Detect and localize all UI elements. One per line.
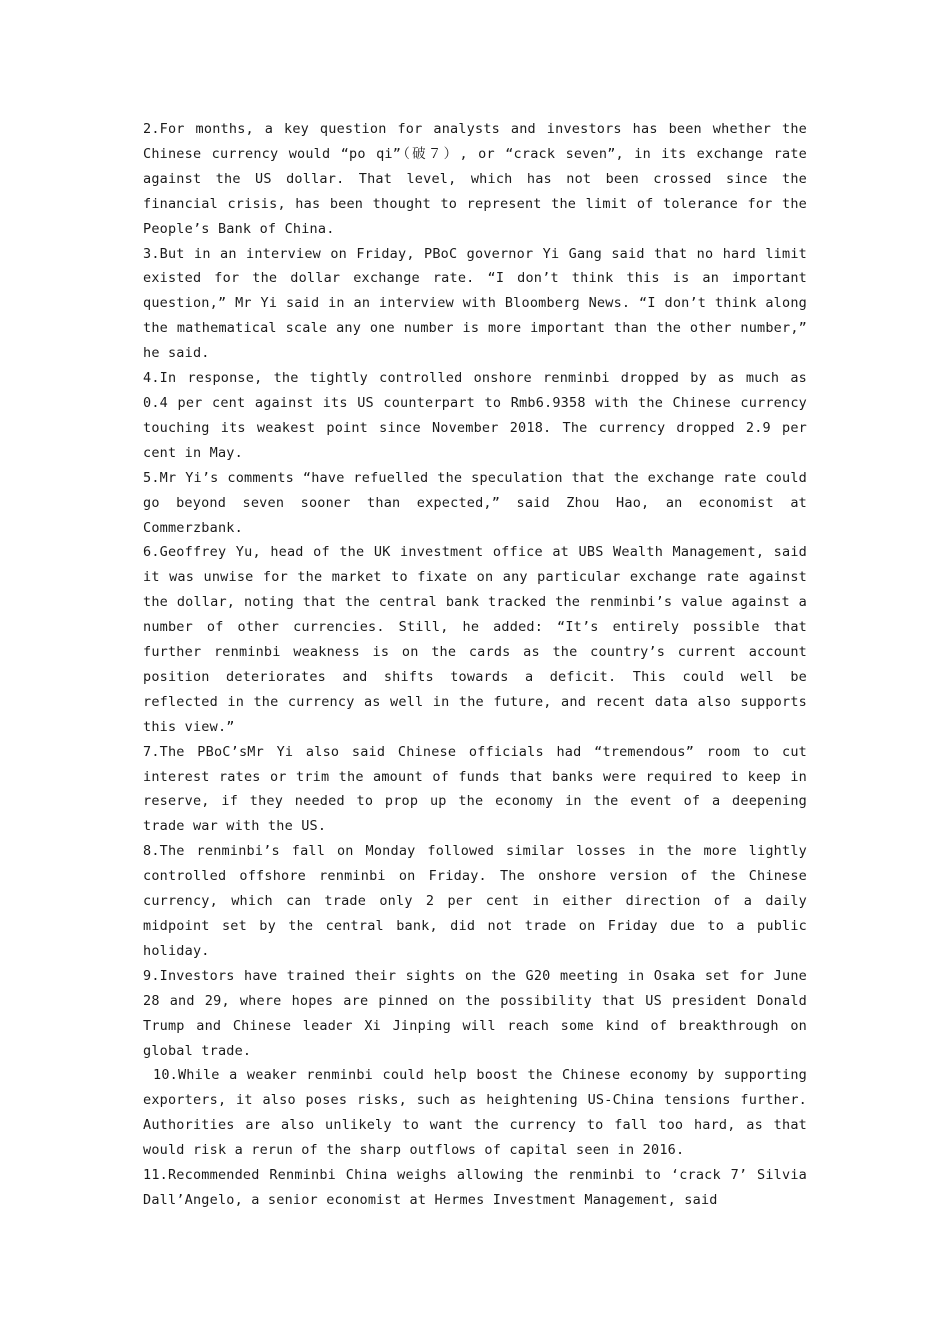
paragraph-11: 11.Recommended Renminbi China weighs allowing the renminbi to ‘crack 7’ Silvia Dall’Angelo, a senior economist at Hermes Investment Management, said (143, 1167, 807, 1208)
paragraph-2: 2.For months, a key question for analysts and investors has been whether the Chinese currency would “po qi”（破７）, or “crack seven”, in its exchange rate against the US dollar. That level, which has not been crossed since the financial crisis, has been thought to represent the limit of tolerance for the People’s Bank of China. (143, 121, 807, 237)
document-body (143, 117, 807, 1213)
paragraph-10: 10.While a weaker renminbi could help boost the Chinese economy by supporting exporters, it also poses risks, such as heightening US-China tensions further. Authorities are also unlikely to want the currency to fall too hard, as that would risk a rerun of the sharp outflows of capital seen in 2016. (143, 1067, 807, 1159)
paragraph-4: 4.In response, the tightly controlled onshore renminbi dropped by as much as 0.4 per cent against its US counterpart to Rmb6.9358 with the Chinese currency touching its weakest point since November 2018. The currency dropped 2.9 per cent in May. (143, 370, 807, 461)
paragraph-7: 7.The PBoC’sMr Yi also said Chinese officials had “tremendous” room to cut interest rates or trim the amount of funds that banks were required to keep in reserve, if they needed to prop up the economy in the event of a deepening trade war with the US. (143, 743, 807, 835)
paragraph-5: 5.Mr Yi’s comments “have refuelled the speculation that the exchange rate could go beyond seven sooner than expected,” said Zhou Hao, an economist at Commerzbank. (143, 469, 807, 536)
paragraph-3: 3.But in an interview on Friday, PBoC governor Yi Gang said that no hard limit existed for the dollar exchange rate. “I don’t think this is an important question,” Mr Yi said in an interview with Bloomberg News. “I don’t think along the mathematical scale any one number is more important than the other number,” he said. (143, 245, 807, 362)
paragraph-6: 6.Geoffrey Yu, head of the UK investment office at UBS Wealth Management, said it was unwise for the market to fixate on any particular exchange rate against the dollar, noting that the central bank tracked the renminbi’s value against a number of other currencies. Still, he added: “It’s entirely possible that further renminbi weakness is on the cards as the country’s current account position deteriorates and shifts towards a deficit. This could well be reflected in the currency as well in the future, and recent data also supports this view.” (143, 544, 807, 735)
paragraph-9: 9.Investors have trained their sights on the G20 meeting in Osaka set for June 28 and 29, where hopes are pinned on the possibility that US president Donald Trump and Chinese leader Xi Jinping will reach some kind of breakthrough on global trade. (143, 967, 807, 1059)
paragraph-8: 8.The renminbi’s fall on Monday followed similar losses in the more lightly controlled offshore renminbi on Friday. The onshore version of the Chinese currency, which can trade only 2 per cent in either direction of a daily midpoint set by the central bank, did not trade on Friday due to a public holiday. (143, 843, 807, 959)
